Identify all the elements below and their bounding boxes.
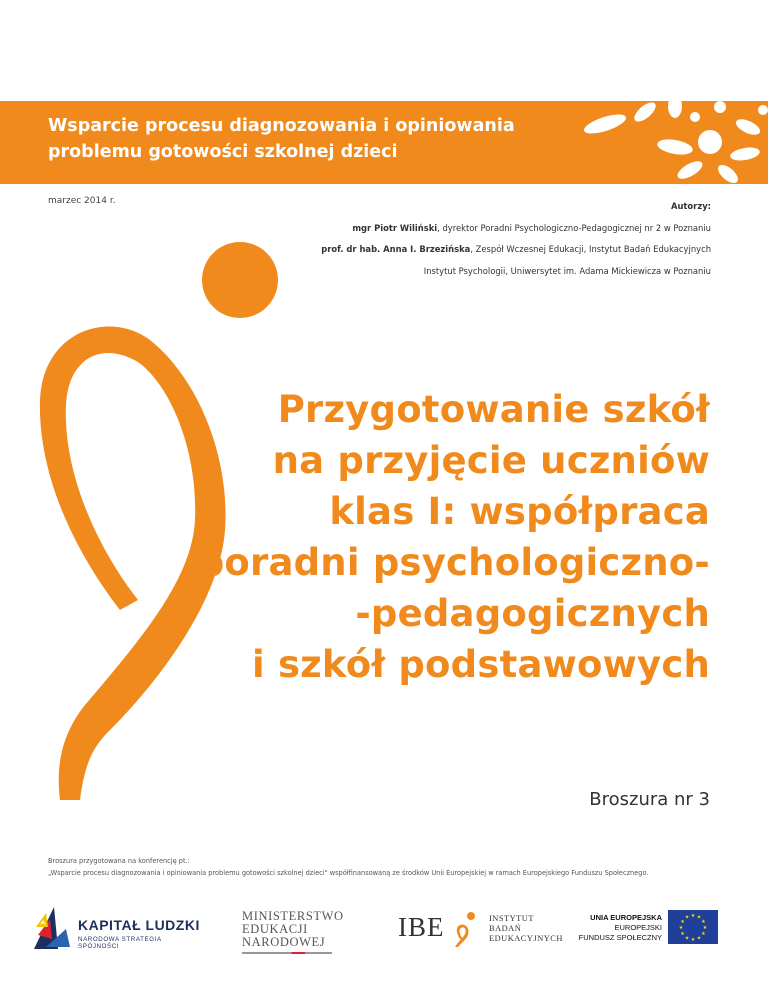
ministerstwo-line2: EDUKACJI xyxy=(242,922,308,936)
svg-text:★: ★ xyxy=(680,931,685,937)
svg-text:★: ★ xyxy=(696,935,702,942)
main-title-line: -pedagogicznych xyxy=(355,592,710,635)
kapital-ludzki-name: KAPITAŁ LUDZKI xyxy=(78,917,200,933)
main-title-line: klas I: współpraca xyxy=(329,490,710,533)
author1-name: mgr Piotr Wiliński xyxy=(352,222,438,233)
logo-dot xyxy=(202,242,278,318)
kapital-ludzki-logo xyxy=(32,905,202,950)
svg-text:★: ★ xyxy=(701,919,706,925)
svg-text:★: ★ xyxy=(702,925,708,931)
footnote xyxy=(48,855,648,879)
svg-text:★: ★ xyxy=(701,931,706,937)
main-title-line: na przyjęcie uczniów xyxy=(272,439,710,482)
svg-text:★: ★ xyxy=(696,914,702,921)
footnote-line2: „Wsparcie procesu diagnozowania i opiniowania problemu gotowości szkolnej dzieci" współfinansowaną ze środków Unii Europejskiej w ramach Europejskiego Funduszu Społecznego. xyxy=(48,869,649,877)
ue-line2: EUROPEJSKI xyxy=(614,923,662,932)
author2-name: prof. dr hab. Anna I. Brzezińska xyxy=(321,244,471,254)
footnote-line1: Broszura przygotowana na konferencję pt.: xyxy=(48,857,190,865)
header-title-line2: problemu gotowości szkolnej dzieci xyxy=(48,142,398,162)
main-title-line: Przygotowanie szkół xyxy=(277,388,710,431)
kapital-ludzki-sub: NARODOWA STRATEGIA SPÓJNOŚCI xyxy=(78,936,162,950)
ibe-e-icon xyxy=(452,911,482,947)
publication-date: marzec 2014 r. xyxy=(48,196,116,206)
svg-text:★: ★ xyxy=(680,919,685,925)
ue-line1: UNIA EUROPEJSKA xyxy=(590,913,662,922)
ue-text xyxy=(562,913,662,943)
ue-logo xyxy=(578,910,718,946)
ibe-logo xyxy=(398,908,568,953)
ministerstwo-line1: MINISTERSTWO xyxy=(242,909,344,923)
kapital-ludzki-icon xyxy=(32,905,74,950)
ministerstwo-stripe xyxy=(242,952,332,954)
ue-line3: FUNDUSZ SPOŁECZNY xyxy=(578,933,662,942)
eu-flag-icon xyxy=(668,910,718,944)
main-title-line: poradni psychologiczno- xyxy=(197,541,710,584)
main-title xyxy=(198,384,710,690)
authors-label: Autorzy: xyxy=(670,201,711,211)
authors-block xyxy=(321,196,711,282)
svg-text:★: ★ xyxy=(684,935,690,942)
svg-text:★: ★ xyxy=(678,925,684,931)
sun-flower-icon xyxy=(560,92,768,202)
ibe-line1: INSTYTUT xyxy=(489,914,534,923)
header-title-line1: Wsparcie procesu diagnozowania i opiniowania xyxy=(48,116,515,136)
brochure-number: Broszura nr 3 xyxy=(589,789,710,810)
ministerstwo-logo xyxy=(242,910,344,954)
author2-affiliation-2: Instytut Psychologii, Uniwersytet im. Adama Mickiewicza w Poznaniu xyxy=(423,265,711,276)
ibe-line2: BADAŃ xyxy=(489,924,522,933)
svg-text:★: ★ xyxy=(690,913,696,919)
svg-text:★: ★ xyxy=(684,914,690,921)
ibe-abbr: IBE xyxy=(398,912,445,942)
ministerstwo-line3: NARODOWEJ xyxy=(242,935,326,949)
svg-text:★: ★ xyxy=(690,937,696,943)
main-title-line: i szkół podstawowych xyxy=(251,643,710,686)
ibe-line3: EDUKACYJNYCH xyxy=(489,934,563,943)
author1-affiliation: , dyrektor Poradni Psychologiczno-Pedagogicznej nr 2 w Poznaniu xyxy=(437,222,711,233)
header-title xyxy=(48,113,568,165)
ibe-name xyxy=(489,914,563,944)
author2-affiliation: , Zespół Wczesnej Edukacji, Instytut Badań Edukacyjnych xyxy=(470,244,711,254)
